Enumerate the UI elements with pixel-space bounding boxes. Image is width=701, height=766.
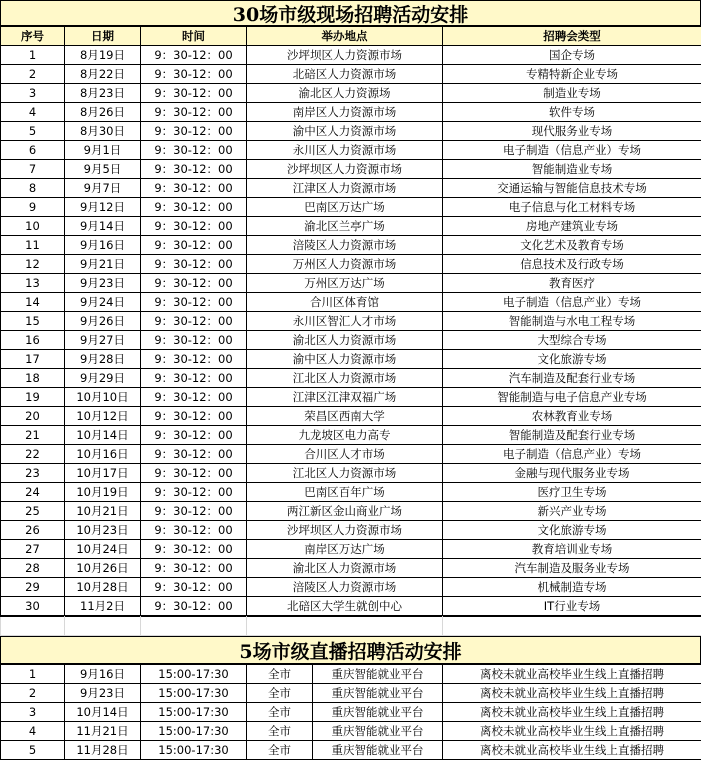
table-row bbox=[1, 103, 701, 122]
cell-date: 10月24日 bbox=[65, 540, 141, 559]
cell-date: 10月12日 bbox=[65, 407, 141, 426]
cell-date: 9月12日 bbox=[65, 198, 141, 217]
cell-fair-type: 金融与现代服务业专场 bbox=[443, 464, 701, 483]
cell-date: 10月14日 bbox=[65, 703, 141, 722]
cell-venue: 涪陵区人力资源市场 bbox=[247, 578, 443, 597]
cell-fair-type: 电子信息与化工材料专场 bbox=[443, 198, 701, 217]
cell-fair-type: 智能制造业专场 bbox=[443, 160, 701, 179]
cell-index: 26 bbox=[1, 521, 65, 540]
cell-venue: 合川区体育馆 bbox=[247, 293, 443, 312]
cell-date: 9月7日 bbox=[65, 179, 141, 198]
cell-fair-type: 大型综合专场 bbox=[443, 331, 701, 350]
cell-fair-type: 电子制造（信息产业）专场 bbox=[443, 141, 701, 160]
cell-index: 17 bbox=[1, 350, 65, 369]
table-row bbox=[1, 274, 701, 293]
cell-index: 23 bbox=[1, 464, 65, 483]
cell-index: 28 bbox=[1, 559, 65, 578]
table-row bbox=[1, 369, 701, 388]
cell-time: 9：30-12：00 bbox=[141, 464, 247, 483]
cell-date: 8月30日 bbox=[65, 122, 141, 141]
cell-time: 15:00-17:30 bbox=[141, 741, 247, 760]
cell-scope: 全市 bbox=[247, 684, 313, 703]
cell-venue: 渝北区人力资源市场 bbox=[247, 559, 443, 578]
cell-date: 9月28日 bbox=[65, 350, 141, 369]
cell-time: 9：30-12：00 bbox=[141, 312, 247, 331]
cell-date: 9月1日 bbox=[65, 141, 141, 160]
cell-index: 1 bbox=[1, 665, 65, 684]
cell-date: 11月2日 bbox=[65, 597, 141, 616]
cell-date: 9月26日 bbox=[65, 312, 141, 331]
cell-venue: 涪陵区人力资源市场 bbox=[247, 236, 443, 255]
cell-venue: 巴南区万达广场 bbox=[247, 198, 443, 217]
cell-time: 9：30-12：00 bbox=[141, 350, 247, 369]
cell-date: 11月28日 bbox=[65, 741, 141, 760]
table-row bbox=[1, 331, 701, 350]
cell-date: 9月16日 bbox=[65, 665, 141, 684]
cell-index: 15 bbox=[1, 312, 65, 331]
cell-time: 9：30-12：00 bbox=[141, 445, 247, 464]
table-row bbox=[1, 388, 701, 407]
table-row bbox=[1, 255, 701, 274]
cell-event: 离校未就业高校毕业生线上直播招聘 bbox=[443, 722, 701, 741]
cell-date: 11月21日 bbox=[65, 722, 141, 741]
table-row bbox=[1, 293, 701, 312]
cell-date: 10月17日 bbox=[65, 464, 141, 483]
section2-title: 5场市级直播招聘活动安排 bbox=[0, 636, 701, 664]
cell-venue: 沙坪坝区人力资源市场 bbox=[247, 521, 443, 540]
cell-time: 15:00-17:30 bbox=[141, 665, 247, 684]
header-venue: 举办地点 bbox=[247, 27, 443, 46]
table-row bbox=[1, 407, 701, 426]
cell-date: 8月22日 bbox=[65, 65, 141, 84]
cell-date: 10月26日 bbox=[65, 559, 141, 578]
header-index: 序号 bbox=[1, 27, 65, 46]
cell-time: 9：30-12：00 bbox=[141, 179, 247, 198]
table-row bbox=[1, 312, 701, 331]
cell-index: 5 bbox=[1, 741, 65, 760]
table-row bbox=[1, 540, 701, 559]
cell-index: 9 bbox=[1, 198, 65, 217]
cell-time: 9：30-12：00 bbox=[141, 407, 247, 426]
table-row bbox=[1, 141, 701, 160]
cell-fair-type: 信息技术及行政专场 bbox=[443, 255, 701, 274]
cell-index: 8 bbox=[1, 179, 65, 198]
cell-index: 12 bbox=[1, 255, 65, 274]
cell-fair-type: 房地产建筑业专场 bbox=[443, 217, 701, 236]
cell-time: 9：30-12：00 bbox=[141, 236, 247, 255]
table-row bbox=[1, 350, 701, 369]
table-row bbox=[1, 122, 701, 141]
header-time: 时间 bbox=[141, 27, 247, 46]
cell-fair-type: 制造业专场 bbox=[443, 84, 701, 103]
table-row bbox=[1, 65, 701, 84]
livestream-schedule-table bbox=[0, 664, 701, 760]
cell-date: 9月23日 bbox=[65, 684, 141, 703]
table-row bbox=[1, 703, 701, 722]
cell-date: 9月14日 bbox=[65, 217, 141, 236]
table-row bbox=[1, 160, 701, 179]
cell-index: 25 bbox=[1, 502, 65, 521]
cell-scope: 全市 bbox=[247, 665, 313, 684]
header-date: 日期 bbox=[65, 27, 141, 46]
cell-fair-type: 智能制造与水电工程专场 bbox=[443, 312, 701, 331]
table-row bbox=[1, 483, 701, 502]
cell-platform: 重庆智能就业平台 bbox=[313, 722, 443, 741]
cell-platform: 重庆智能就业平台 bbox=[313, 684, 443, 703]
cell-index: 16 bbox=[1, 331, 65, 350]
cell-time: 9：30-12：00 bbox=[141, 65, 247, 84]
cell-time: 9：30-12：00 bbox=[141, 540, 247, 559]
cell-index: 29 bbox=[1, 578, 65, 597]
cell-date: 8月26日 bbox=[65, 103, 141, 122]
cell-index: 2 bbox=[1, 684, 65, 703]
table-row bbox=[1, 521, 701, 540]
cell-date: 10月16日 bbox=[65, 445, 141, 464]
cell-platform: 重庆智能就业平台 bbox=[313, 703, 443, 722]
cell-venue: 两江新区金山商业广场 bbox=[247, 502, 443, 521]
cell-time: 9：30-12：00 bbox=[141, 46, 247, 65]
cell-fair-type: 软件专场 bbox=[443, 103, 701, 122]
cell-scope: 全市 bbox=[247, 703, 313, 722]
cell-fair-type: IT行业专场 bbox=[443, 597, 701, 616]
cell-index: 27 bbox=[1, 540, 65, 559]
cell-venue: 合川区人才市场 bbox=[247, 445, 443, 464]
table-row bbox=[1, 464, 701, 483]
cell-index: 6 bbox=[1, 141, 65, 160]
cell-fair-type: 新兴产业专场 bbox=[443, 502, 701, 521]
table-row bbox=[1, 217, 701, 236]
header-fair-type: 招聘会类型 bbox=[443, 27, 701, 46]
cell-event: 离校未就业高校毕业生线上直播招聘 bbox=[443, 741, 701, 760]
cell-time: 9：30-12：00 bbox=[141, 559, 247, 578]
cell-index: 22 bbox=[1, 445, 65, 464]
cell-index: 20 bbox=[1, 407, 65, 426]
cell-fair-type: 智能制造及配套行业专场 bbox=[443, 426, 701, 445]
cell-fair-type: 国企专场 bbox=[443, 46, 701, 65]
cell-time: 15:00-17:30 bbox=[141, 722, 247, 741]
table-row bbox=[1, 665, 701, 684]
cell-date: 10月23日 bbox=[65, 521, 141, 540]
cell-venue: 北碚区人力资源市场 bbox=[247, 65, 443, 84]
cell-index: 11 bbox=[1, 236, 65, 255]
cell-time: 9：30-12：00 bbox=[141, 521, 247, 540]
cell-index: 1 bbox=[1, 46, 65, 65]
cell-date: 9月5日 bbox=[65, 160, 141, 179]
cell-venue: 渝北区人力资源场 bbox=[247, 84, 443, 103]
cell-platform: 重庆智能就业平台 bbox=[313, 741, 443, 760]
cell-time: 15:00-17:30 bbox=[141, 703, 247, 722]
table-row bbox=[1, 578, 701, 597]
cell-venue: 永川区人力资源市场 bbox=[247, 141, 443, 160]
cell-index: 4 bbox=[1, 722, 65, 741]
cell-venue: 渝北区兰亭广场 bbox=[247, 217, 443, 236]
cell-date: 10月19日 bbox=[65, 483, 141, 502]
cell-index: 13 bbox=[1, 274, 65, 293]
cell-venue: 渝中区人力资源市场 bbox=[247, 350, 443, 369]
cell-platform: 重庆智能就业平台 bbox=[313, 665, 443, 684]
cell-fair-type: 交通运输与智能信息技术专场 bbox=[443, 179, 701, 198]
table-row bbox=[1, 426, 701, 445]
cell-time: 9：30-12：00 bbox=[141, 369, 247, 388]
cell-scope: 全市 bbox=[247, 722, 313, 741]
cell-date: 9月23日 bbox=[65, 274, 141, 293]
cell-fair-type: 教育培训业专场 bbox=[443, 540, 701, 559]
cell-venue: 巴南区百年广场 bbox=[247, 483, 443, 502]
cell-date: 10月10日 bbox=[65, 388, 141, 407]
cell-time: 9：30-12：00 bbox=[141, 217, 247, 236]
cell-time: 9：30-12：00 bbox=[141, 578, 247, 597]
cell-venue: 南岸区万达广场 bbox=[247, 540, 443, 559]
cell-venue: 九龙坡区电力高专 bbox=[247, 426, 443, 445]
cell-time: 9：30-12：00 bbox=[141, 103, 247, 122]
cell-time: 15:00-17:30 bbox=[141, 684, 247, 703]
table-row bbox=[1, 684, 701, 703]
cell-fair-type: 电子制造（信息产业）专场 bbox=[443, 293, 701, 312]
cell-venue: 渝北区人力资源市场 bbox=[247, 331, 443, 350]
cell-index: 4 bbox=[1, 103, 65, 122]
cell-date: 9月29日 bbox=[65, 369, 141, 388]
cell-time: 9：30-12：00 bbox=[141, 141, 247, 160]
cell-fair-type: 智能制造与电子信息产业专场 bbox=[443, 388, 701, 407]
table-row bbox=[1, 559, 701, 578]
blank-spacer-row bbox=[0, 616, 701, 636]
cell-venue: 永川区智汇人才市场 bbox=[247, 312, 443, 331]
cell-time: 9：30-12：00 bbox=[141, 483, 247, 502]
cell-index: 7 bbox=[1, 160, 65, 179]
cell-index: 5 bbox=[1, 122, 65, 141]
cell-venue: 荣昌区西南大学 bbox=[247, 407, 443, 426]
cell-fair-type: 文化旅游专场 bbox=[443, 350, 701, 369]
table-row bbox=[1, 179, 701, 198]
cell-date: 9月16日 bbox=[65, 236, 141, 255]
cell-date: 8月23日 bbox=[65, 84, 141, 103]
cell-index: 24 bbox=[1, 483, 65, 502]
cell-index: 10 bbox=[1, 217, 65, 236]
cell-fair-type: 专精特新企业专场 bbox=[443, 65, 701, 84]
cell-fair-type: 汽车制造及服务业专场 bbox=[443, 559, 701, 578]
cell-date: 9月27日 bbox=[65, 331, 141, 350]
cell-date: 8月19日 bbox=[65, 46, 141, 65]
cell-index: 19 bbox=[1, 388, 65, 407]
cell-date: 10月21日 bbox=[65, 502, 141, 521]
cell-time: 9：30-12：00 bbox=[141, 426, 247, 445]
cell-fair-type: 教育医疗 bbox=[443, 274, 701, 293]
cell-time: 9：30-12：00 bbox=[141, 122, 247, 141]
cell-venue: 北碚区大学生就创中心 bbox=[247, 597, 443, 616]
cell-time: 9：30-12：00 bbox=[141, 84, 247, 103]
cell-time: 9：30-12：00 bbox=[141, 388, 247, 407]
cell-index: 3 bbox=[1, 703, 65, 722]
cell-venue: 江津区人力资源市场 bbox=[247, 179, 443, 198]
cell-date: 10月14日 bbox=[65, 426, 141, 445]
cell-fair-type: 电子制造（信息产业）专场 bbox=[443, 445, 701, 464]
cell-time: 9：30-12：00 bbox=[141, 331, 247, 350]
cell-venue: 万州区万达广场 bbox=[247, 274, 443, 293]
cell-time: 9：30-12：00 bbox=[141, 293, 247, 312]
cell-fair-type: 现代服务业专场 bbox=[443, 122, 701, 141]
cell-time: 9：30-12：00 bbox=[141, 597, 247, 616]
cell-index: 3 bbox=[1, 84, 65, 103]
cell-index: 30 bbox=[1, 597, 65, 616]
cell-venue: 沙坪坝区人力资源市场 bbox=[247, 46, 443, 65]
cell-fair-type: 文化艺术及教育专场 bbox=[443, 236, 701, 255]
table-header-row bbox=[1, 27, 701, 46]
cell-fair-type: 汽车制造及配套行业专场 bbox=[443, 369, 701, 388]
table-row bbox=[1, 741, 701, 760]
cell-index: 2 bbox=[1, 65, 65, 84]
cell-event: 离校未就业高校毕业生线上直播招聘 bbox=[443, 703, 701, 722]
cell-venue: 南岸区人力资源市场 bbox=[247, 103, 443, 122]
cell-event: 离校未就业高校毕业生线上直播招聘 bbox=[443, 684, 701, 703]
cell-scope: 全市 bbox=[247, 741, 313, 760]
cell-time: 9：30-12：00 bbox=[141, 255, 247, 274]
table-row bbox=[1, 502, 701, 521]
cell-fair-type: 文化旅游专场 bbox=[443, 521, 701, 540]
table-row bbox=[1, 46, 701, 65]
cell-date: 9月21日 bbox=[65, 255, 141, 274]
cell-venue: 渝中区人力资源市场 bbox=[247, 122, 443, 141]
section1-title: 30场市级现场招聘活动安排 bbox=[0, 0, 701, 26]
cell-venue: 沙坪坝区人力资源市场 bbox=[247, 160, 443, 179]
cell-time: 9：30-12：00 bbox=[141, 160, 247, 179]
cell-venue: 江北区人力资源市场 bbox=[247, 369, 443, 388]
table-row bbox=[1, 597, 701, 616]
table-row bbox=[1, 445, 701, 464]
cell-time: 9：30-12：00 bbox=[141, 502, 247, 521]
cell-event: 离校未就业高校毕业生线上直播招聘 bbox=[443, 665, 701, 684]
table-row bbox=[1, 722, 701, 741]
cell-venue: 万州区人力资源市场 bbox=[247, 255, 443, 274]
cell-venue: 江津区江津双福广场 bbox=[247, 388, 443, 407]
cell-index: 21 bbox=[1, 426, 65, 445]
onsite-schedule-table bbox=[0, 26, 701, 616]
table-row bbox=[1, 236, 701, 255]
cell-venue: 江北区人力资源市场 bbox=[247, 464, 443, 483]
cell-date: 10月28日 bbox=[65, 578, 141, 597]
cell-fair-type: 农林教育业专场 bbox=[443, 407, 701, 426]
cell-time: 9：30-12：00 bbox=[141, 274, 247, 293]
cell-index: 18 bbox=[1, 369, 65, 388]
cell-index: 14 bbox=[1, 293, 65, 312]
cell-date: 9月24日 bbox=[65, 293, 141, 312]
cell-time: 9：30-12：00 bbox=[141, 198, 247, 217]
cell-fair-type: 医疗卫生专场 bbox=[443, 483, 701, 502]
table-row bbox=[1, 84, 701, 103]
cell-fair-type: 机械制造专场 bbox=[443, 578, 701, 597]
table-row bbox=[1, 198, 701, 217]
